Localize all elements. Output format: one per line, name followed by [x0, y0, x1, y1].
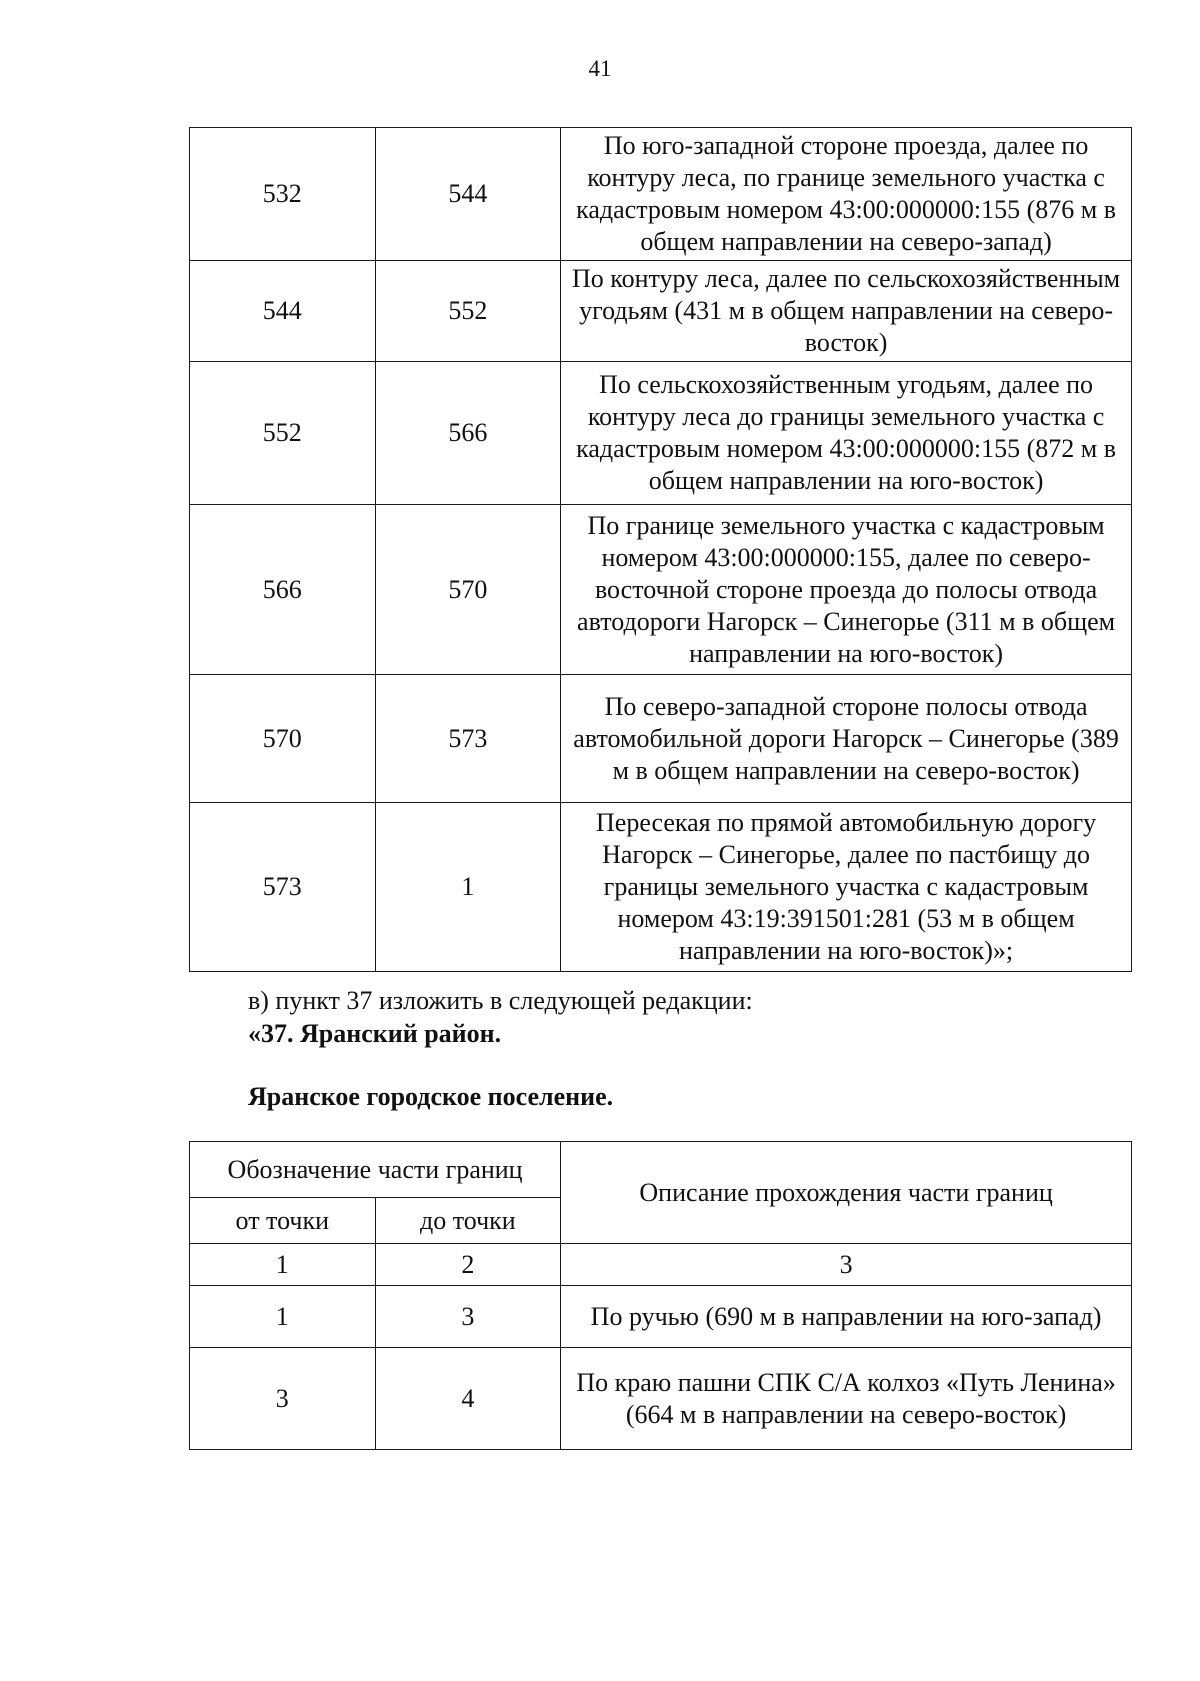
from-point-cell: 1	[190, 1286, 376, 1348]
description-cell: По границе земельного участка с кадастровым номером 43:00:000000:155, далее по северо-восточной стороне проезда до полосы отвода автодороги Нагорск – Синегорье (311 м в общем направлении на юго-восток)	[561, 505, 1132, 675]
district-heading: «37. Яранский район.	[248, 1019, 502, 1048]
table-row	[190, 675, 1132, 803]
table-row	[190, 362, 1132, 505]
table-row	[190, 1348, 1132, 1450]
table-row	[190, 1286, 1132, 1348]
to-point-cell: 552	[375, 261, 561, 362]
from-point-cell: 3	[190, 1348, 376, 1450]
table-row	[190, 261, 1132, 362]
to-point-cell: 4	[375, 1348, 561, 1450]
column-number: 1	[190, 1244, 376, 1286]
from-point-cell: 532	[190, 128, 376, 261]
from-point-cell: 573	[190, 803, 376, 972]
description-cell: По сельскохозяйственным угодьям, далее по контуру леса до границы земельного участка с кадастровым номером 43:00:000000:155 (872 м в общем направлении на юго-восток)	[561, 362, 1132, 505]
header-from-point: от точки	[190, 1198, 376, 1244]
column-number: 3	[561, 1244, 1132, 1286]
table-row	[190, 505, 1132, 675]
description-cell: Пересекая по прямой автомобильную дорогу Нагорск – Синегорье, далее по пастбищу до границы земельного участка с кадастровым номером 43:19:391501:281 (53 м в общем направлении на юго-восток)»;	[561, 803, 1132, 972]
page-number: 41	[588, 56, 612, 81]
header-description: Описание прохождения части границ	[561, 1142, 1132, 1244]
from-point-cell: 544	[190, 261, 376, 362]
column-number-row	[190, 1244, 1132, 1286]
table-header-row	[190, 1142, 1132, 1198]
boundary-table-yaransk	[189, 1141, 1132, 1450]
table-row	[190, 128, 1132, 261]
description-cell: По ручью (690 м в направлении на юго-запад)	[561, 1286, 1132, 1348]
column-number: 2	[375, 1244, 561, 1286]
to-point-cell: 573	[375, 675, 561, 803]
description-cell: По краю пашни СПК С/А колхоз «Путь Ленина» (664 м в направлении на северо-восток)	[561, 1348, 1132, 1450]
description-cell: По контуру леса, далее по сельскохозяйственным угодьям (431 м в общем направлении на северо-восток)	[561, 261, 1132, 362]
table-row	[190, 803, 1132, 972]
to-point-cell: 570	[375, 505, 561, 675]
from-point-cell: 552	[190, 362, 376, 505]
amendment-text: в) пункт 37 изложить в следующей редакции:	[248, 986, 753, 1015]
boundary-table-continued	[189, 127, 1132, 972]
to-point-cell: 1	[375, 803, 561, 972]
description-cell: По северо-западной стороне полосы отвода автомобильной дороги Нагорск – Синегорье (389 м в общем направлении на северо-восток)	[561, 675, 1132, 803]
from-point-cell: 566	[190, 505, 376, 675]
to-point-cell: 3	[375, 1286, 561, 1348]
header-to-point: до точки	[375, 1198, 561, 1244]
header-boundary-designation: Обозначение части границ	[190, 1142, 561, 1198]
settlement-heading: Яранское городское поселение.	[248, 1082, 614, 1111]
to-point-cell: 566	[375, 362, 561, 505]
to-point-cell: 544	[375, 128, 561, 261]
from-point-cell: 570	[190, 675, 376, 803]
description-cell: По юго-западной стороне проезда, далее по контуру леса, по границе земельного участка с кадастровым номером 43:00:000000:155 (876 м в общем направлении на северо-запад)	[561, 128, 1132, 261]
